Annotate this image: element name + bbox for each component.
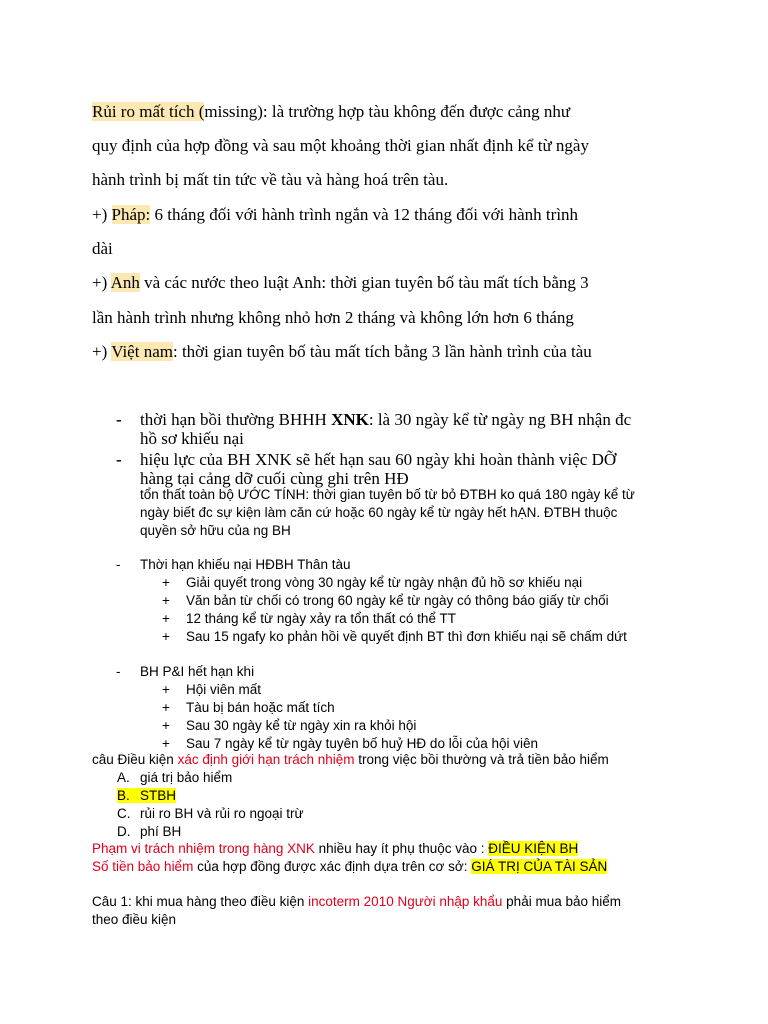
uk-label: Anh [110,273,140,292]
claim-deadline-line-1 [140,410,631,430]
pi-expiry-item-4: Sau 7 ngày kể từ ngày tuyên bố huỷ HĐ do lỗi của hội viên [186,736,539,751]
option-text: rủi ro BH và rủi ro ngoại trừ [140,806,304,821]
dash-bullet: - [116,450,122,469]
plus-prefix: +) [92,205,112,224]
question-red: xác định giới hạn trách nhiệm [177,752,355,767]
total-loss-line-2: ngày biết đc sự kiện làm căn cứ hoặc 60 ngày kể từ ngày hết hẠN. ĐTBH thuộc [140,505,618,520]
option-letter: D. [117,824,131,839]
france-rule [92,205,578,225]
missing-risk-def: missing): là trường hợp tàu không đến được cảng như [204,102,571,121]
plus-bullet: + [162,718,170,733]
plus-bullet: + [162,736,170,751]
plus-bullet: + [162,682,170,697]
scope-mid: nhiều hay ít phụ thuộc vào : [314,841,489,856]
missing-risk-line-2: quy định của hợp đồng và sau một khoảng thời gian nhất định kể từ ngày [92,136,589,155]
missing-risk-term: Rủi ro mất tích ( [92,102,205,121]
plus-prefix: +) [92,273,111,292]
sum-insured-mid: của hợp đồng được xác định dựa trên cơ sở: [193,859,472,874]
question-pre: câu Điều kiện [92,752,178,767]
uk-rule [92,273,589,293]
missing-risk-line-3: hành trình bị mất tin tức về tàu và hàng hoá trên tàu. [92,170,449,189]
scope-answer: ĐIỀU KIỆN BH [488,841,579,856]
plus-bullet: + [162,700,170,715]
claim-deadline-line-2: hồ sơ khiếu nại [140,429,244,448]
pi-expiry-item-3: Sau 30 ngày kể từ ngày xin ra khỏi hội [186,718,417,733]
total-loss-line-1: tổn thất toàn bộ ƯỚC TÍNH: thời gian tuyên bố từ bỏ ĐTBH ko quá 180 ngày kể từ [140,487,635,502]
pi-expiry-item-2: Tàu bị bán hoặc mất tích [186,700,335,715]
option-text: phí BH [140,824,182,839]
plus-bullet: + [162,629,170,644]
france-label: Pháp: [111,205,151,224]
total-loss-line-3: quyền sở hữu của ng BH [140,523,291,538]
option-letter: A. [117,770,130,785]
scope-line [92,841,578,856]
option-letter-b: B. [117,788,130,803]
option-answer-stbh: STBH [130,788,176,803]
plus-bullet: + [162,593,170,608]
claim-deadline-post: : là 30 ngày kể từ ngày ng BH nhận đc [368,410,632,429]
france-rule-cont: dài [92,239,113,258]
missing-risk-line-1 [92,102,570,122]
validity-line-1: hiệu lực của BH XNK sẽ hết hạn sau 60 ngày khi hoàn thành việc DỠ [140,450,617,469]
q1-post: phải mua bảo hiểm [502,894,621,909]
hull-claim-item-4: Sau 15 ngafy ko phản hồi về quyết định BT thì đơn khiếu nại sẽ chấm dứt [186,629,627,644]
xnk-bold: XNK [331,410,369,429]
question-condition [92,752,609,767]
vietnam-rule [92,342,592,362]
sum-insured-answer: GIÁ TRỊ CỦA TÀI SẢN [471,859,608,874]
pi-expiry-title: BH P&I hết hạn khi [140,664,255,679]
dash-bullet: - [116,557,121,572]
plus-bullet: + [162,611,170,626]
sum-insured-line [92,859,607,874]
option-text-answer [130,788,176,803]
vietnam-label: Việt nam [111,342,173,361]
q1-red: incoterm 2010 Người nhập khẩu [308,894,503,909]
hull-claim-item-1: Giải quyết trong vòng 30 ngày kể từ ngày nhận đủ hồ sơ khiếu nại [186,575,583,590]
option-letter: C. [117,806,131,821]
hull-claim-item-3: 12 tháng kể từ ngày xảy ra tổn thất có thể TT [186,611,456,626]
option-text: giá trị bảo hiểm [140,770,233,785]
dash-bullet: - [116,410,122,429]
question-1-line-2: theo điều kiện [92,912,177,927]
scope-red: Phạm vi trách nhiệm trong hàng XNK [92,841,315,856]
hull-claim-item-2: Văn bản từ chối có trong 60 ngày kể từ ngày có thông báo giấy từ chối [186,593,609,608]
sum-insured-red: Số tiền bảo hiểm [92,859,194,874]
uk-text: và các nước theo luật Anh: thời gian tuyên bố tàu mất tích bằng 3 [139,273,589,292]
question-post: trong việc bồi thường và trả tiền bảo hiểm [354,752,609,767]
hull-claim-title: Thời hạn khiếu nại HĐBH Thân tàu [140,557,351,572]
france-text: 6 tháng đối với hành trình ngắn và 12 tháng đối với hành trình [150,205,579,224]
vietnam-text: : thời gian tuyên bố tàu mất tích bằng 3 lần hành trình của tàu [172,342,592,361]
q1-pre: Câu 1: khi mua hàng theo điều kiện [92,894,309,909]
plus-bullet: + [162,575,170,590]
validity-line-2: hàng tại cảng dỡ cuối cùng ghi trên HĐ [140,469,409,488]
plus-prefix: +) [92,342,112,361]
claim-deadline-pre: thời hạn bồi thường BHHH [140,410,332,429]
pi-expiry-item-1: Hội viên mất [186,682,262,697]
uk-rule-cont: lần hành trình nhưng không nhỏ hơn 2 tháng và không lớn hơn 6 tháng [92,308,574,327]
question-1-line-1 [92,894,621,909]
dash-bullet: - [116,664,121,679]
option-letter [117,788,130,803]
